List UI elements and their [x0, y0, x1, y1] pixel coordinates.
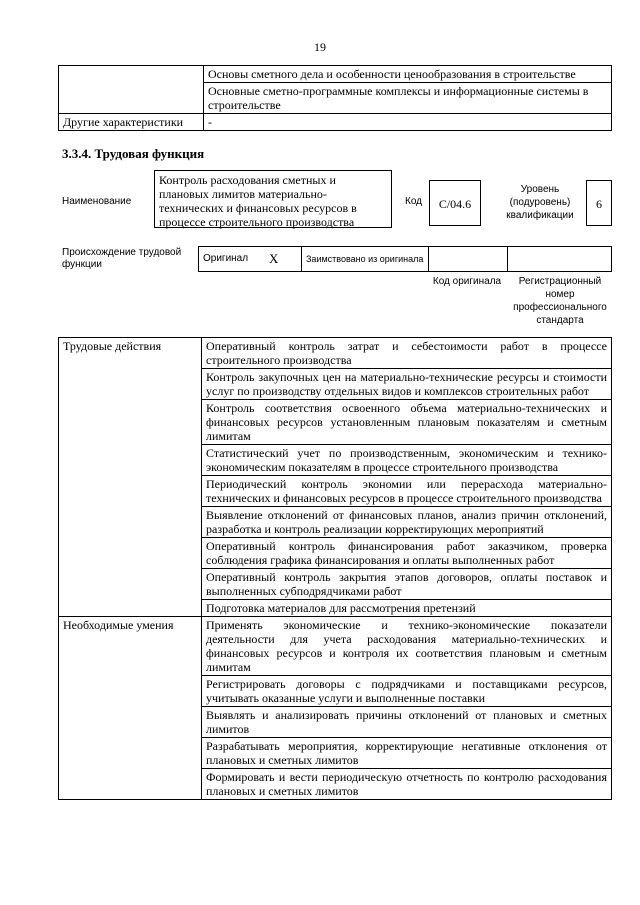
origin-table: [198, 246, 612, 272]
category-continuation: [59, 707, 202, 738]
labor-action-item: Оперативный контроль закрытия этапов договоров, оплаты поставок и выполненных субподрядчиками работ: [202, 569, 612, 600]
name-label: Наименование: [62, 196, 132, 207]
category-continuation: [59, 676, 202, 707]
section-heading: 3.3.4. Трудовая функция: [62, 146, 205, 161]
category-continuation: [59, 369, 202, 400]
skill-item: Выявлять и анализировать причины отклонений от плановых и сметных лимитов: [202, 707, 612, 738]
category-continuation: [59, 769, 202, 800]
empty-label-cell: [59, 66, 204, 83]
function-code: C/04.6: [429, 180, 481, 226]
skill-item: Разрабатывать мероприятия, корректирующие негативные отклонения от плановых и сметных лимитов: [202, 738, 612, 769]
registration-number-cell: [508, 247, 612, 272]
code-original-caption: Код оригинала: [432, 276, 502, 287]
code-label: Код: [405, 196, 423, 207]
labor-action-item: Подготовка материалов для рассмотрения претензий: [202, 600, 612, 617]
registration-caption: Регистрационный номер профессионального стандарта: [513, 276, 607, 326]
function-details-table: [58, 337, 612, 800]
level-label: Уровень (подуровень) квалификации: [506, 184, 574, 221]
skill-item: Применять экономические и технико-экономические показатели деятельности для учета расходования материально-технических и финансовых ресурсов и контроля их соответствия плановым и сметным лимитам: [202, 617, 612, 676]
category-continuation: [59, 600, 202, 617]
labor-action-item: Статистический учет по производственным, экономическим и технико-экономическим показателям в процессе строительного производства: [202, 445, 612, 476]
category-continuation: [59, 400, 202, 445]
labor-action-item: Контроль соответствия освоенного объема материально-технических и финансовых ресурсов установленным плановым показателям и сметным лимитам: [202, 400, 612, 445]
page-number: 19: [314, 40, 326, 54]
category-continuation: [59, 445, 202, 476]
empty-label-cell: [59, 83, 204, 114]
knowledge-item: Основы сметного дела и особенности ценообразования в строительстве: [204, 66, 612, 83]
labor-action-item: Периодический контроль экономии или перерасхода материально-технических и финансовых ресурсов в процессе строительного производства: [202, 476, 612, 507]
skill-item: Регистрировать договоры с подрядчиками и поставщиками ресурсов, учитывать оказанные услуги и выполненные поставки: [202, 676, 612, 707]
skill-item: Формировать и вести периодическую отчетность по контролю расходования плановых и сметных лимитов: [202, 769, 612, 800]
category-continuation: [59, 738, 202, 769]
borrowed-label: Заимствовано из оригинала: [302, 247, 429, 272]
origin-label: Происхождение трудовой функции: [62, 247, 182, 270]
function-name: Контроль расходования сметных и плановых лимитов материально-технических и финансовых ресурсов в процессе строительного производства: [154, 170, 392, 228]
qualification-level: 6: [586, 180, 612, 226]
original-mark: X: [265, 247, 302, 272]
original-label: Оригинал: [199, 247, 266, 272]
category-continuation: [59, 569, 202, 600]
labor-action-item: Оперативный контроль финансирования работ заказчиком, проверка соблюдения графика финансирования и оплаты выполненных работ: [202, 538, 612, 569]
other-characteristics-value: -: [204, 114, 612, 131]
knowledge-item: Основные сметно-программные комплексы и информационные системы в строительстве: [204, 83, 612, 114]
labor-action-item: Выявление отклонений от финансовых планов, анализ причин отклонений, разработка и контроль реализации корректирующих мероприятий: [202, 507, 612, 538]
category-continuation: [59, 538, 202, 569]
code-original-cell: [429, 247, 508, 272]
labor-action-item: Контроль закупочных цен на материально-технические ресурсы и стоимости услуг по производству отдельных видов и комплексов строительных работ: [202, 369, 612, 400]
skills-label: Необходимые умения: [59, 617, 202, 676]
knowledge-table-continuation: [58, 65, 612, 131]
category-continuation: [59, 507, 202, 538]
labor-action-item: Оперативный контроль затрат и себестоимости работ в процессе строительного производства: [202, 338, 612, 369]
labor-actions-label: Трудовые действия: [59, 338, 202, 369]
other-characteristics-label: Другие характеристики: [59, 114, 204, 131]
category-continuation: [59, 476, 202, 507]
